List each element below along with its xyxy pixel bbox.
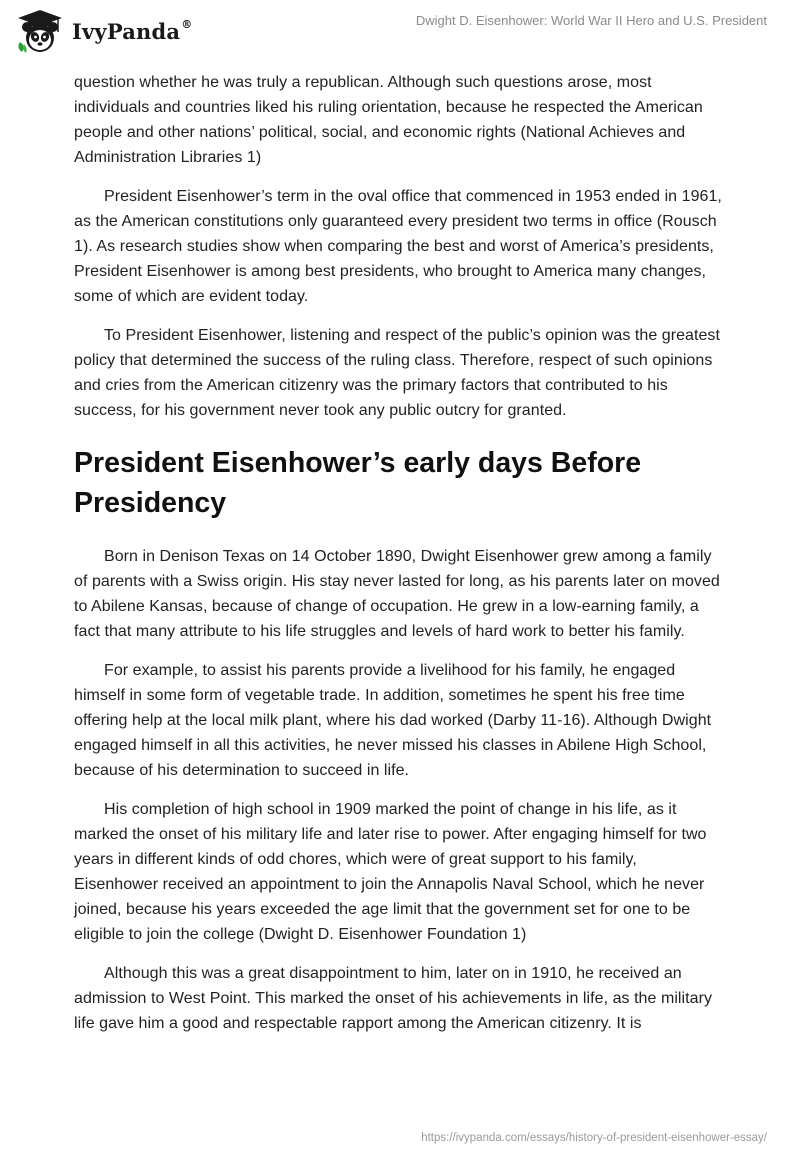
page-header — [0, 0, 800, 70]
document-title: Dwight D. Eisenhower: World War II Hero and U.S. President — [415, 13, 767, 28]
panda-graduate-icon — [14, 8, 66, 54]
brand-logo[interactable] — [14, 8, 192, 54]
paragraph: For example, to assist his parents provide a livelihood for his family, he engaged himself in some form of vegetable trade. In addition, sometimes he spent his free time offering help at the local milk plant, where his dad worked (Darby 11-16). Although Dwight engaged himself in all this activities, he never missed his classes in Abilene High School, because of his determination to succeed in life. — [74, 662, 712, 779]
paragraph: President Eisenhower’s term in the oval office that commenced in 1953 ended in 1961, as the American constitutions only guaranteed every president two terms in office (Rousch 1). As research studies show when comparing the best and worst of America’s presidents, President Eisenhower is among best presidents, who brought to America many changes, some of which are evident today. — [74, 188, 722, 305]
brand-name: IvyPanda® — [72, 17, 193, 44]
paragraph: To President Eisenhower, listening and respect of the public’s opinion was the greatest policy that determined the success of the ruling class. Therefore, respect of such opinions and cries from the American citizenry was the primary factors that contributed to his success, for his government never took any public outcry for granted. — [74, 327, 720, 419]
paragraph: Although this was a great disappointment to him, later on in 1910, he received an admission to West Point. This marked the onset of his achievements in life, as the military life gave him a good and respectable rapport among the American citizenry. It is — [74, 965, 713, 1032]
section-heading: President Eisenhower’s early days Before Presidency — [74, 447, 642, 519]
essay-body — [74, 70, 724, 1050]
paragraph-continued: question whether he was truly a republican. Although such questions arose, most individuals and countries liked his ruling orientation, because he respected the American people and other nations’ political, social, and economic rights (National Achieves and Administration Libraries 1) — [74, 74, 703, 166]
registered-mark: ® — [181, 17, 193, 31]
source-url[interactable]: https://ivypanda.com/essays/history-of-president-eisenhower-essay/ — [421, 1132, 767, 1144]
paragraph: Born in Denison Texas on 14 October 1890, Dwight Eisenhower grew among a family of parents with a Swiss origin. His stay never lasted for long, as his parents later on moved to Abilene Kansas, because of change of occupation. He grew in a low-earning family, a fact that many attribute to his life struggles and levels of hard work to better his family. — [74, 548, 720, 640]
paragraph: His completion of high school in 1909 marked the point of change in his life, as it marked the onset of his military life and later rise to power. After engaging himself for two years in different kinds of odd chores, which were of great support to his family, Eisenhower received an appointment to join the Annapolis Naval School, which he never joined, because his years exceeded the age limit that the government set for one to be eligible to join the college (Dwight D. Eisenhower Foundation 1) — [74, 801, 707, 943]
